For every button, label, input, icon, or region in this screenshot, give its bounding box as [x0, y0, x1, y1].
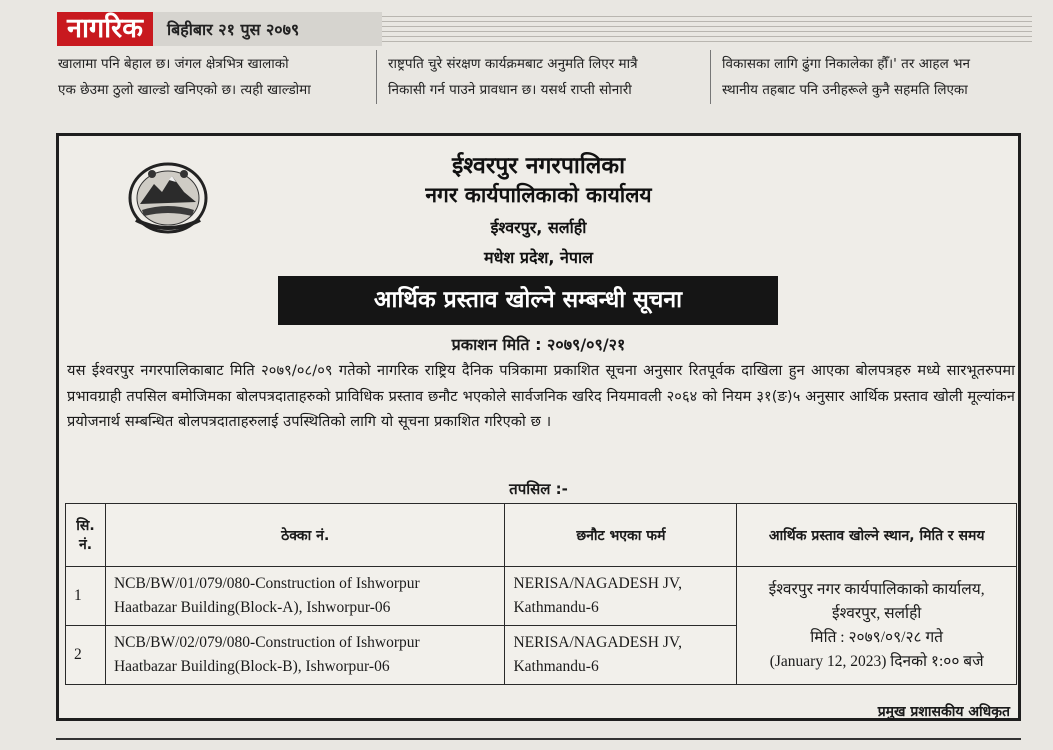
venue-line: ईश्वरपुर नगर कार्यपालिकाको कार्यालय, [768, 580, 985, 598]
news-column-1 [58, 51, 368, 107]
org-name: ईश्वरपुर नगरपालिका [451, 153, 626, 179]
header-contract-no: ठेक्का नं. [105, 504, 505, 567]
news-column-3 [722, 51, 1022, 107]
news-line: राष्ट्रपति चुरे संरक्षण कार्यक्रमबाट अनुमति लिएर मात्रै [388, 56, 638, 72]
schedule-label: तपसिल :- [509, 480, 568, 498]
signature-title: प्रमुख प्रशासकीय अधिकृत [877, 704, 1010, 720]
masthead-rule-lines [382, 12, 1032, 46]
contract-line: NCB/BW/02/079/080-Construction of Ishworpur [113, 634, 420, 651]
cell-contract [105, 626, 505, 685]
publication-date: प्रकाशन मिति : २०७९/०९/२१ [451, 335, 626, 354]
firm-line: NERISA/NAGADESH JV, [513, 634, 682, 651]
cell-sn: 1 [66, 567, 106, 626]
cell-firm [505, 626, 737, 685]
firm-line: NERISA/NAGADESH JV, [513, 575, 682, 592]
header-sn: सि. नं. [66, 504, 106, 567]
column-divider [710, 50, 711, 104]
news-line: एक छेउमा ठुलो खाल्डो खनिएको छ। त्यही खाल्डोमा [58, 82, 311, 98]
cell-sn: 2 [66, 626, 106, 685]
contract-line: Haatbazar Building(Block-A), Ishworpur-06 [113, 599, 391, 616]
news-column-2 [388, 51, 704, 107]
news-line: खालामा पनि बेहाल छ। जंगल क्षेत्रभित्र खालाको [58, 56, 289, 72]
table-header-row [66, 504, 1017, 567]
cell-venue [737, 567, 1017, 685]
cell-contract [105, 567, 505, 626]
issue-date: बिहीबार २१ पुस २०७९ [166, 20, 300, 39]
newspaper-masthead [57, 12, 382, 46]
column-divider [376, 50, 377, 104]
notice-title: आर्थिक प्रस्ताव खोल्ने सम्बन्धी सूचना [278, 276, 778, 325]
venue-line: (January 12, 2023) दिनको १:०० बजे [769, 652, 984, 670]
newspaper-brand: नागरिक [57, 12, 153, 46]
news-line: स्थानीय तहबाट पनि उनीहरूले कुनै सहमति लिएका [722, 82, 968, 98]
header-venue-date-time: आर्थिक प्रस्ताव खोल्ने स्थान, मिति र समय [737, 504, 1017, 567]
table-row [66, 567, 1017, 626]
cell-firm [505, 567, 737, 626]
bottom-rule [56, 738, 1021, 740]
address-line-2: मधेश प्रदेश, नेपाल [484, 248, 593, 267]
venue-line: मिति : २०७९/०९/२८ गते [810, 628, 944, 646]
notice-body: यस ईश्वरपुर नगरपालिकाबाट मिति २०७९/०८/०९ गतेको नागरिक राष्ट्रिय दैनिक पत्रिकामा प्रकाशित सूचना अनुसार रितपूर्वक दाखिला हुन आएका बोलपत्रहरु मध्ये सारभूतरुपमा प्रभावग्राही तपसिल बमोजिमका बोलपत्रदाताहरुको प्राविधिक प्रस्ताव छनौट भएकोले सार्वजनिक खरिद नियमावली २०६४ को नियम ३१(ङ)५ अनुसार आर्थिक प्रस्ताव खोली मूल्यांकन प्रयोजनार्थ सम्बन्धित बोलपत्रदाताहरुलाई उपस्थितिको लागि यो सूचना प्रकाशित गरिएको छ । [67, 362, 1015, 430]
firm-line: Kathmandu-6 [513, 599, 599, 616]
header-selected-firm: छनौट भएका फर्म [505, 504, 737, 567]
address-line-1: ईश्वरपुर, सर्लाही [490, 218, 587, 237]
contract-line: NCB/BW/01/079/080-Construction of Ishworpur [113, 575, 420, 592]
contract-line: Haatbazar Building(Block-B), Ishworpur-06 [113, 658, 390, 675]
public-notice [56, 133, 1021, 721]
firm-line: Kathmandu-6 [513, 658, 599, 675]
news-line: निकासी गर्न पाउने प्रावधान छ। यसर्थ राप्ती सोनारी [388, 82, 632, 98]
news-line: विकासका लागि ढुंगा निकालेका हौँ।' तर आहल भन [722, 56, 971, 72]
bid-table [65, 503, 1017, 685]
office-name: नगर कार्यपालिकाको कार्यालय [425, 183, 652, 207]
venue-line: ईश्वरपुर, सर्लाही [832, 604, 922, 622]
